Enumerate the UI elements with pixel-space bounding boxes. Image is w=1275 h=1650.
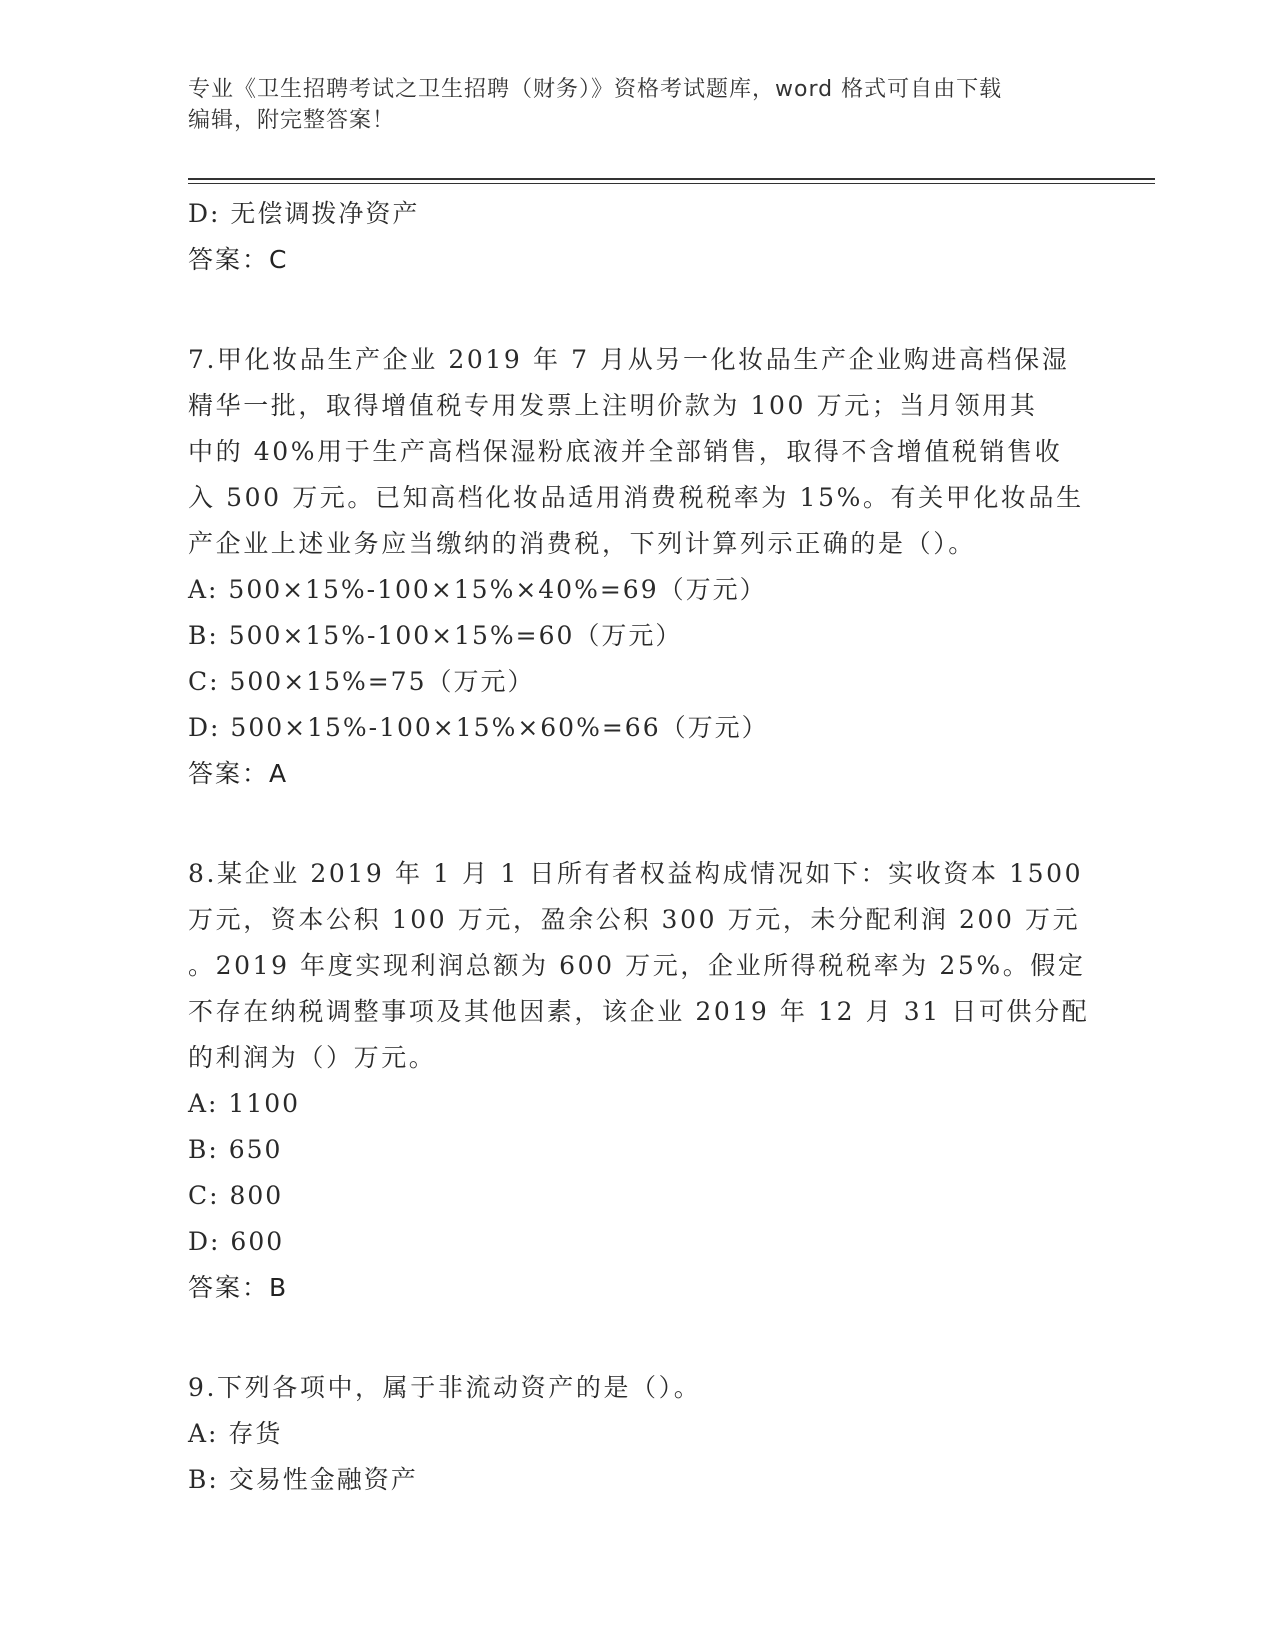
- stem-line: 精华一批，取得增值税专用发票上注明价款为 100 万元；当月领用其: [188, 391, 1038, 420]
- option-a: A: 存货: [188, 1419, 283, 1448]
- stem-line: 7.甲化妆品生产企业 2019 年 7 月从另一化妆品生产企业购进高档保湿: [188, 345, 1070, 374]
- stem-line: 产企业上述业务应当缴纳的消费税，下列计算列示正确的是（）。: [188, 529, 976, 558]
- option-b: B: 650: [188, 1135, 283, 1164]
- answer: 答案：A: [188, 759, 289, 788]
- question-9: [188, 1365, 1088, 1503]
- option-b: B: 500×15%-100×15%=60（万元）: [188, 621, 683, 650]
- option-b: B: 交易性金融资产: [188, 1465, 418, 1494]
- question-stem: [188, 337, 1088, 567]
- stem-line: 入 500 万元。已知高档化妆品适用消费税税率为 15%。有关甲化妆品生: [188, 483, 1084, 512]
- option-c: C: 800: [188, 1181, 284, 1210]
- option-a: A: 1100: [188, 1089, 301, 1118]
- stem-line: 万元，资本公积 100 万元，盈余公积 300 万元，未分配利润 200 万元: [188, 905, 1081, 934]
- question-stem: [188, 851, 1088, 1081]
- stem-line: 8.某企业 2019 年 1 月 1 日所有者权益构成情况如下：实收资本 1500: [188, 859, 1084, 888]
- option-d: D: 500×15%-100×15%×60%=66（万元）: [188, 713, 769, 742]
- stem-line: 中的 40%用于生产高档保湿粉底液并全部销售，取得不含增值税销售收: [188, 437, 1063, 466]
- stem-line: 9.下列各项中，属于非流动资产的是（）。: [188, 1373, 702, 1402]
- question-list: [188, 191, 1088, 1503]
- option-a: A: 500×15%-100×15%×40%=69（万元）: [188, 575, 767, 604]
- header-line-1: 专业《卫生招聘考试之卫生招聘（财务）》资格考试题库，word 格式可自由下载: [188, 77, 1003, 102]
- document-header: [188, 74, 1068, 136]
- stem-line: 的利润为（）万元。: [188, 1043, 437, 1072]
- question-8: [188, 851, 1088, 1311]
- question-stem: [188, 1365, 1088, 1411]
- header-line-2: 编辑，附完整答案！: [188, 108, 396, 133]
- option-d: D: 600: [188, 1227, 285, 1256]
- question-6: [188, 191, 1088, 283]
- stem-line: 。2019 年度实现利润总额为 600 万元，企业所得税税率为 25%。假定: [188, 951, 1086, 980]
- option-d: D: 无偿调拨净资产: [188, 199, 420, 228]
- answer: 答案：B: [188, 1273, 289, 1302]
- answer: 答案：C: [188, 245, 289, 274]
- question-7: [188, 337, 1088, 797]
- header-divider-thin: [188, 183, 1155, 184]
- header-divider-thick: [188, 178, 1155, 180]
- stem-line: 不存在纳税调整事项及其他因素，该企业 2019 年 12 月 31 日可供分配: [188, 997, 1090, 1026]
- option-c: C: 500×15%=75（万元）: [188, 667, 535, 696]
